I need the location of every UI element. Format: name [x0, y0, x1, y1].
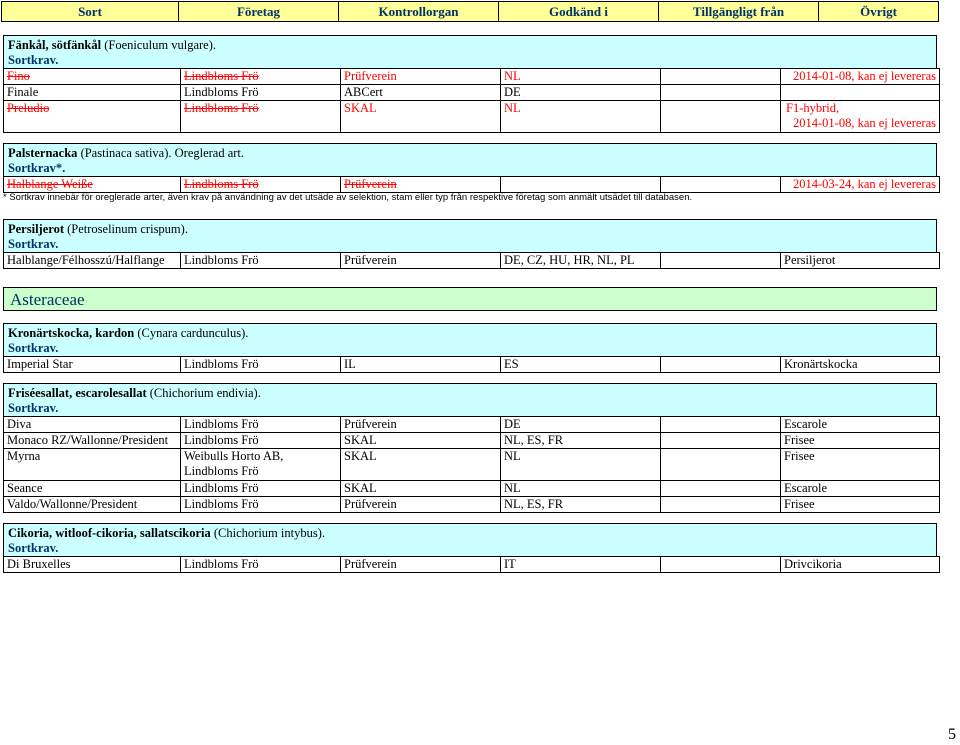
cell-sort: Di Bruxelles — [4, 557, 181, 573]
cell-kontrollorgan: SKAL — [341, 481, 501, 497]
cell-ovrigt: 2014-01-08, kan ej levereras — [781, 69, 940, 85]
cell-sort: Imperial Star — [4, 357, 181, 373]
variety-row-imperial-star — [3, 356, 940, 373]
cell-foretag: Lindbloms Frö — [181, 357, 341, 373]
cell-foretag: Lindbloms Frö — [181, 253, 341, 269]
species-latin: (Chichorium endivia). — [149, 386, 261, 400]
cell-sort: Myrna — [4, 449, 181, 481]
cell-tillgangligt — [661, 417, 781, 433]
cell-foretag: Lindbloms Frö — [181, 557, 341, 573]
variety-row-persiljerot — [3, 252, 940, 269]
variety-row-diva — [4, 417, 940, 433]
variety-row-finale — [3, 84, 940, 101]
variety-row-halblange — [3, 176, 940, 193]
cell-ovrigt — [781, 101, 940, 133]
page-number: 5 — [948, 726, 956, 743]
cell-godkand: NL — [501, 69, 661, 85]
variety-row-myrna — [4, 449, 940, 481]
variety-row-fino — [3, 68, 940, 85]
cell-godkand: NL, ES, FR — [501, 433, 661, 449]
cell-godkand: NL — [501, 101, 661, 133]
species-header-frisee — [3, 383, 937, 417]
cell-foretag: Lindbloms Frö — [181, 481, 341, 497]
cell-kontrollorgan: Prüfverein — [341, 177, 501, 193]
species-latin: (Petroselinum crispum). — [67, 222, 188, 236]
cell-tillgangligt — [661, 433, 781, 449]
cell-sort: Preludio — [4, 101, 181, 133]
family-heading: Asteraceae — [3, 287, 937, 311]
species-name: Cikoria, witloof-cikoria, sallatscikoria — [8, 526, 211, 540]
species-header-cikoria — [3, 523, 937, 557]
cell-ovrigt: Drivcikoria — [781, 557, 940, 573]
header-sort: Sort — [2, 2, 179, 22]
variety-row-valdo — [4, 497, 940, 513]
species-latin: (Pastinaca sativa). Oreglerad art. — [80, 146, 245, 160]
cell-foretag: Lindbloms Frö — [181, 85, 341, 101]
cell-foretag: Lindbloms Frö — [181, 417, 341, 433]
cell-ovrigt: Frisee — [781, 497, 940, 513]
cell-kontrollorgan: IL — [341, 357, 501, 373]
cell-sort: Valdo/Wallonne/President — [4, 497, 181, 513]
species-header-fankal — [3, 35, 937, 69]
cell-foretag: Lindbloms Frö — [181, 433, 341, 449]
cell-godkand — [501, 177, 661, 193]
cell-tillgangligt — [661, 449, 781, 481]
cell-kontrollorgan: Prüfverein — [341, 69, 501, 85]
cell-sort: Finale — [4, 85, 181, 101]
sortkrav-label: Sortkrav. — [8, 237, 59, 251]
cell-kontrollorgan: Prüfverein — [341, 557, 501, 573]
cell-kontrollorgan: Prüfverein — [341, 497, 501, 513]
cell-godkand: DE, CZ, HU, HR, NL, PL — [501, 253, 661, 269]
species-name: Palsternacka — [8, 146, 78, 160]
cell-godkand: ES — [501, 357, 661, 373]
header-kontrollorgan: Kontrollorgan — [339, 2, 499, 22]
cell-godkand: NL, ES, FR — [501, 497, 661, 513]
cell-ovrigt-line2: 2014-01-08, kan ej levereras — [793, 116, 936, 130]
cell-tillgangligt — [661, 101, 781, 133]
cell-kontrollorgan: SKAL — [341, 433, 501, 449]
variety-table-frisee — [3, 416, 940, 513]
cell-ovrigt: Frisee — [781, 433, 940, 449]
sortkrav-label: Sortkrav*. — [8, 161, 66, 175]
cell-ovrigt: Frisee — [781, 449, 940, 481]
cell-ovrigt: Escarole — [781, 417, 940, 433]
cell-kontrollorgan: SKAL — [341, 449, 501, 481]
cell-ovrigt: Persiljerot — [781, 253, 940, 269]
cell-sort: Seance — [4, 481, 181, 497]
cell-godkand: IT — [501, 557, 661, 573]
header-foretag: Företag — [179, 2, 339, 22]
variety-row-seance — [4, 481, 940, 497]
cell-foretag-line2: Lindbloms Frö — [184, 464, 259, 478]
species-name: Kronärtskocka, kardon — [8, 326, 135, 340]
species-name: Friséesallat, escarolesallat — [8, 386, 147, 400]
cell-tillgangligt — [661, 357, 781, 373]
cell-foretag — [181, 449, 341, 481]
cell-ovrigt: Kronärtskocka — [781, 357, 940, 373]
footnote: * Sortkrav innebär för oreglerade arter, även krav på användning av det utsäde av selektion, stam eller typ från respektive företag som anmält utsädet till databasen. — [3, 192, 693, 203]
sortkrav-label: Sortkrav. — [8, 541, 59, 555]
species-header-kronartskocka — [3, 323, 937, 357]
cell-tillgangligt — [661, 253, 781, 269]
header-tillgangligt: Tillgängligt från — [659, 2, 819, 22]
cell-foretag-line1: Weibulls Horto AB, — [184, 449, 284, 463]
cell-godkand: NL — [501, 449, 661, 481]
cell-tillgangligt — [661, 85, 781, 101]
species-latin: (Foeniculum vulgare). — [104, 38, 216, 52]
cell-tillgangligt — [661, 177, 781, 193]
cell-sort: Halblange Weiße — [4, 177, 181, 193]
cell-foretag: Lindbloms Frö — [181, 69, 341, 85]
column-header — [1, 1, 939, 22]
cell-kontrollorgan: ABCert — [341, 85, 501, 101]
cell-ovrigt — [781, 85, 940, 101]
cell-foretag: Lindbloms Frö — [181, 497, 341, 513]
cell-ovrigt-line1: F1-hybrid, — [786, 101, 840, 115]
variety-row-monaco — [4, 433, 940, 449]
cell-foretag: Lindbloms Frö — [181, 101, 341, 133]
cell-tillgangligt — [661, 497, 781, 513]
cell-sort: Diva — [4, 417, 181, 433]
cell-sort: Fino — [4, 69, 181, 85]
species-name: Persiljerot — [8, 222, 64, 236]
cell-sort: Halblange/Félhosszú/Halflange — [4, 253, 181, 269]
species-header-palsternacka — [3, 143, 937, 177]
cell-godkand: NL — [501, 481, 661, 497]
species-header-persiljerot — [3, 219, 937, 253]
cell-kontrollorgan: Prüfverein — [341, 417, 501, 433]
species-latin: (Chichorium intybus). — [213, 526, 325, 540]
cell-godkand: DE — [501, 85, 661, 101]
cell-tillgangligt — [661, 69, 781, 85]
cell-tillgangligt — [661, 557, 781, 573]
cell-foretag: Lindbloms Frö — [181, 177, 341, 193]
cell-godkand: DE — [501, 417, 661, 433]
cell-tillgangligt — [661, 481, 781, 497]
cell-ovrigt: 2014-03-24, kan ej levereras — [781, 177, 940, 193]
header-godkand: Godkänd i — [499, 2, 659, 22]
sortkrav-label: Sortkrav. — [8, 401, 59, 415]
sortkrav-label: Sortkrav. — [8, 341, 59, 355]
cell-ovrigt: Escarole — [781, 481, 940, 497]
cell-kontrollorgan: Prüfverein — [341, 253, 501, 269]
cell-kontrollorgan: SKAL — [341, 101, 501, 133]
species-name: Fänkål, sötfänkål — [8, 38, 102, 52]
header-ovrigt: Övrigt — [819, 2, 939, 22]
cell-sort: Monaco RZ/Wallonne/President — [4, 433, 181, 449]
variety-row-preludio — [3, 100, 940, 133]
variety-row-di-bruxelles — [3, 556, 940, 573]
species-latin: (Cynara cardunculus). — [137, 326, 249, 340]
sortkrav-label: Sortkrav. — [8, 53, 59, 67]
